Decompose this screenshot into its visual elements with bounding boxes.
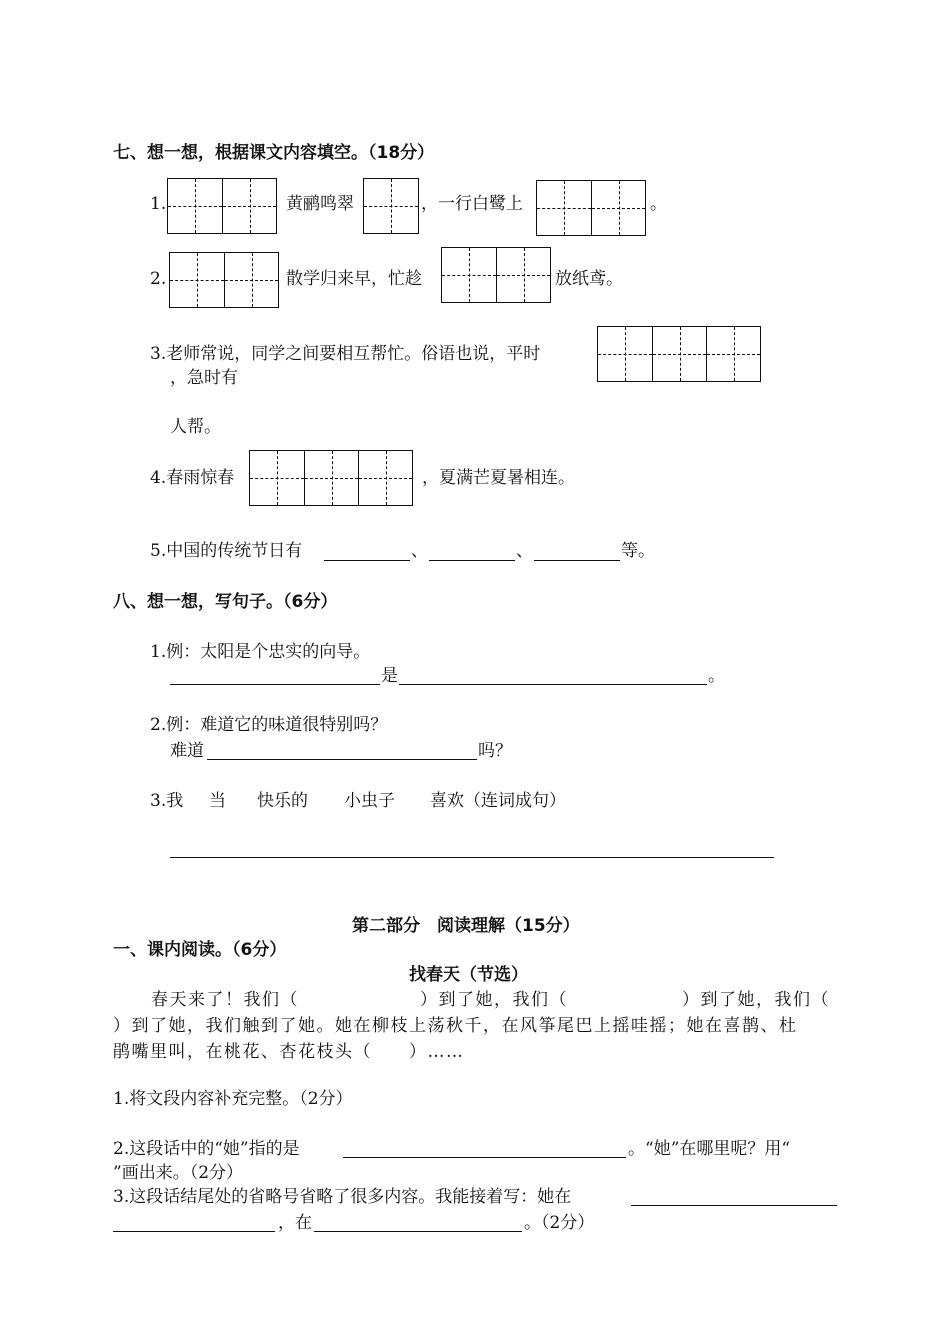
- section7-title: 七、想一想，根据课文内容填空。（18分）: [113, 143, 435, 163]
- q5-blank-3[interactable]: [534, 560, 620, 561]
- p2-q2-text-a: 2.这段话中的“她”指的是: [113, 1139, 300, 1159]
- p2-q3-blank-3[interactable]: [314, 1231, 522, 1232]
- q1-text-b: ，一行白鹭上: [421, 194, 523, 214]
- q4-text-b: ，夏满芒夏暑相连。: [422, 468, 575, 488]
- q1-number: 1.: [150, 194, 167, 214]
- s8-q1-end: 。: [708, 666, 725, 686]
- q3-answer-grid[interactable]: [597, 326, 761, 382]
- p2-q3-mid: ，在: [278, 1213, 312, 1233]
- s8-q1-blank-1[interactable]: [170, 684, 380, 685]
- q2-number: 2.: [150, 269, 167, 289]
- passage-line-1a: 春天来了！我们（: [151, 990, 299, 1010]
- q5-blank-1[interactable]: [324, 560, 410, 561]
- p2-q3-end: 。（2分）: [524, 1213, 595, 1233]
- s8-q1-blank-2[interactable]: [399, 684, 707, 685]
- passage-title: 找春天（节选）: [409, 965, 528, 985]
- q2-answer-grid-1[interactable]: [169, 252, 279, 308]
- q5-text-end: 等。: [621, 541, 655, 561]
- q5-text-a: 5.中国的传统节日有: [150, 541, 303, 561]
- q3-text-c: 人帮。: [170, 417, 221, 437]
- p2-q2-blank[interactable]: [343, 1157, 626, 1158]
- passage-line-3: 鹃嘴里叫，在桃花、杏花枝头（ ）……: [113, 1042, 465, 1062]
- part2-title: 第二部分 阅读理解（15分）: [352, 916, 580, 936]
- s8-q3-num: 3.我: [150, 791, 184, 811]
- q1-answer-grid-3[interactable]: [536, 180, 646, 236]
- s8-q2-end: 吗？: [478, 741, 512, 761]
- q3-text-b: ，急时有: [170, 368, 238, 388]
- s8-q2-blank[interactable]: [207, 759, 477, 760]
- passage-line-2: ）到了她，我们触到了她。她在柳枝上荡秋千，在风筝尾巴上摇哇摇；她在喜鹊、杜: [113, 1016, 798, 1036]
- s8-q3-word-3: 小虫子: [344, 791, 395, 811]
- p2-q1: 1.将文段内容补充完整。（2分）: [113, 1089, 353, 1109]
- p2-q2-text-c: ”画出来。（2分）: [113, 1163, 244, 1183]
- s8-q3-answer-line[interactable]: [170, 857, 774, 858]
- s8-q1-mid: 是: [381, 666, 398, 686]
- q2-text-b: 放纸鸢。: [555, 269, 623, 289]
- part2-sub1: 一、课内阅读。（6分）: [113, 940, 287, 960]
- q4-text-a: 4.春雨惊春: [150, 468, 235, 488]
- s8-q1-example: 1.例：太阳是个忠实的向导。: [150, 642, 371, 662]
- p2-q3-blank-1[interactable]: [631, 1205, 837, 1206]
- passage-line-1b: ）到了她，我们（: [420, 990, 568, 1010]
- s8-q2-example: 2.例：难道它的味道很特别吗？: [150, 715, 388, 735]
- q2-text-a: 散学归来早，忙趁: [286, 269, 422, 289]
- q1-text-end: 。: [650, 194, 667, 214]
- q2-answer-grid-2[interactable]: [441, 247, 551, 303]
- passage-line-1c: ）到了她，我们（: [682, 990, 830, 1010]
- q5-sep-2: 、: [516, 541, 533, 561]
- q1-text-a: 黄鹂鸣翠: [286, 194, 354, 214]
- p2-q3-text-a: 3.这段话结尾处的省略号省略了很多内容。我能接着写：她在: [113, 1187, 572, 1207]
- q3-text-a: 3.老师常说，同学之间要相互帮忙。俗语也说，平时: [150, 344, 541, 364]
- s8-q2-start: 难道: [170, 741, 204, 761]
- q5-sep-1: 、: [411, 541, 428, 561]
- q5-blank-2[interactable]: [429, 560, 515, 561]
- q1-answer-grid-2[interactable]: [363, 178, 419, 234]
- section8-title: 八、想一想，写句子。（6分）: [113, 592, 338, 612]
- s8-q3-word-2: 快乐的: [257, 791, 308, 811]
- s8-q3-word-1: 当: [209, 791, 226, 811]
- p2-q2-text-b: 。“她”在哪里呢？用“: [628, 1139, 791, 1159]
- q1-answer-grid-1[interactable]: [167, 178, 277, 234]
- s8-q3-word-4: 喜欢（连词成句）: [430, 791, 566, 811]
- q4-answer-grid[interactable]: [249, 450, 413, 506]
- p2-q3-blank-2[interactable]: [113, 1231, 275, 1232]
